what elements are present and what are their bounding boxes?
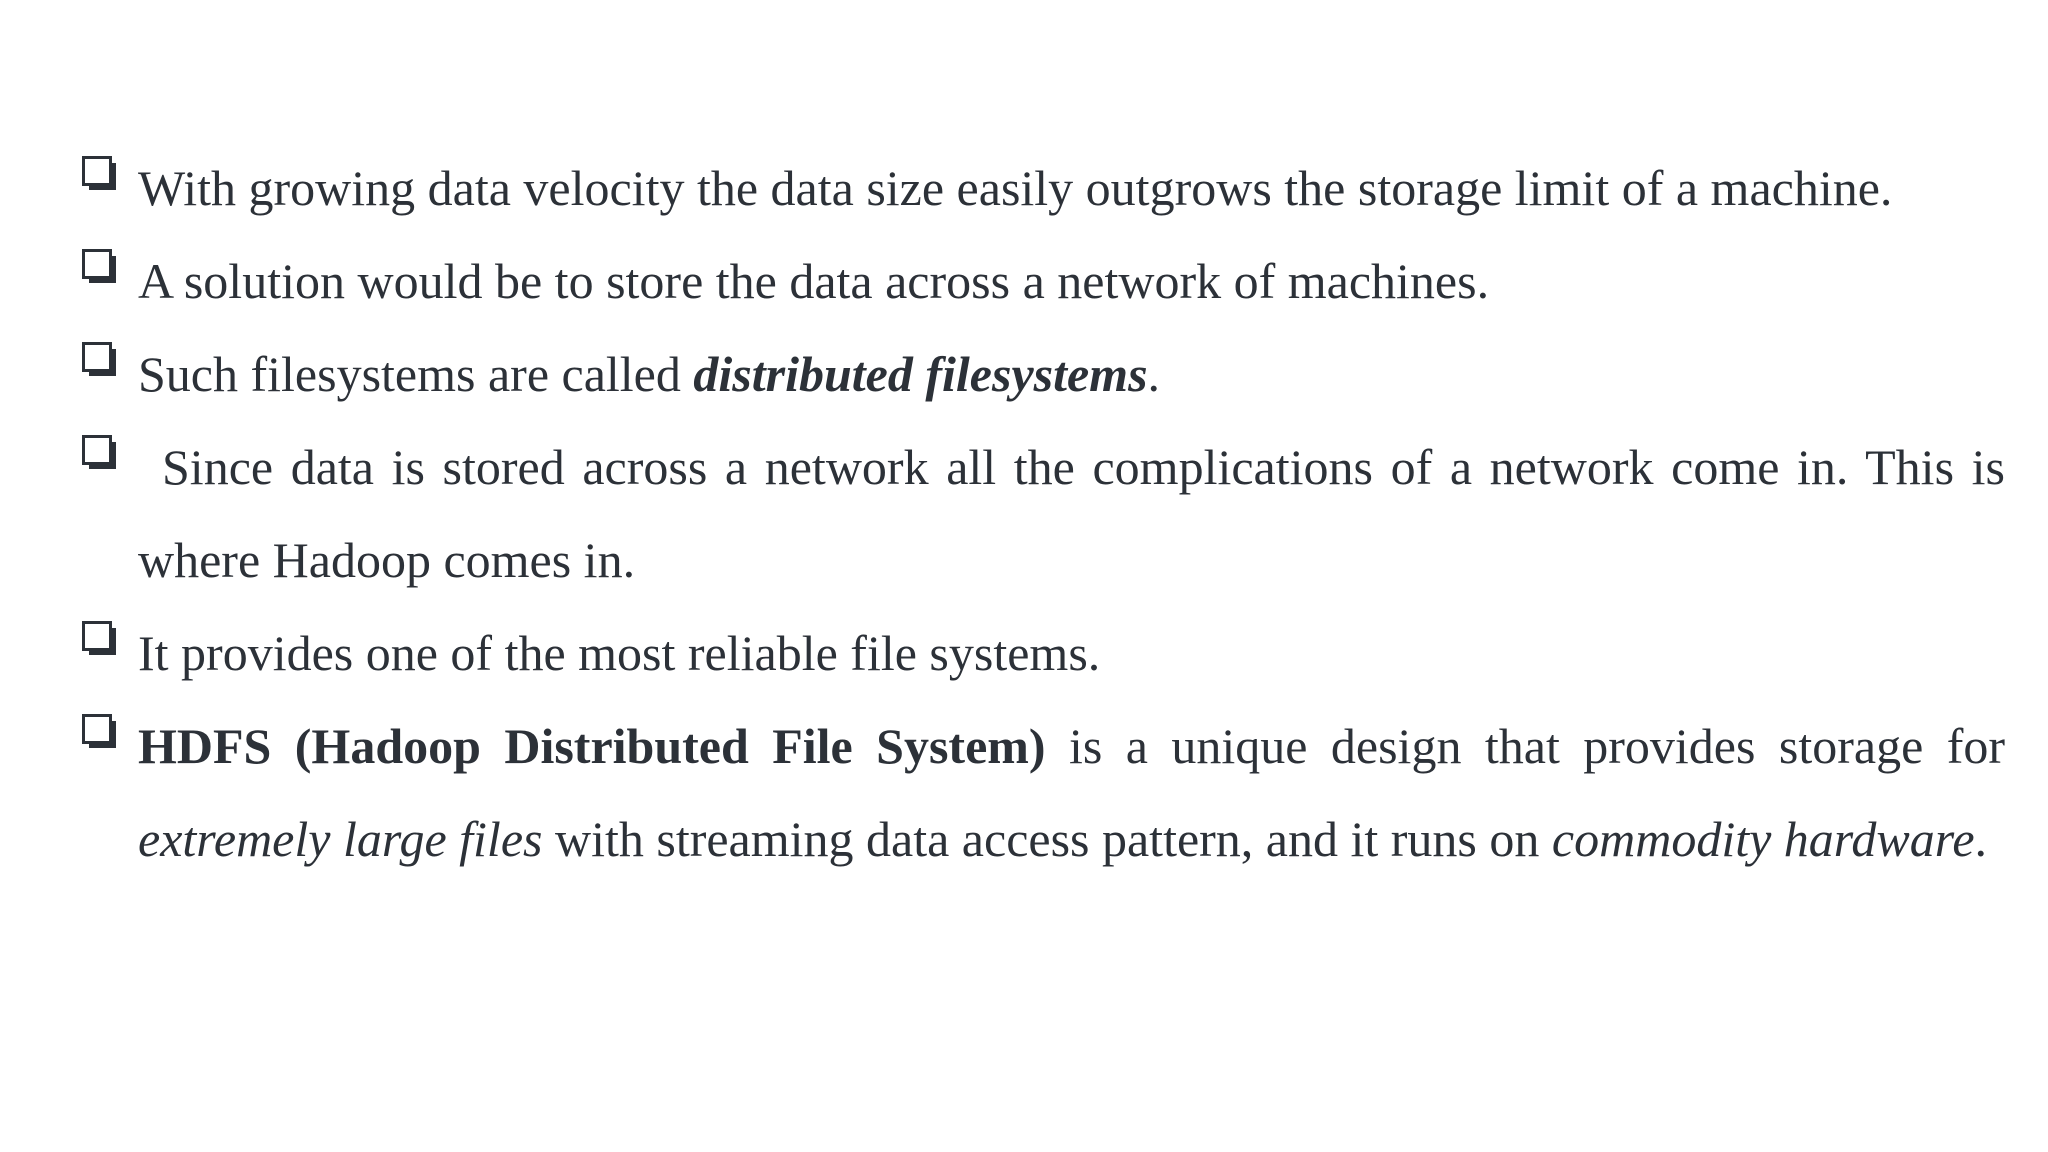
checkbox-square-icon [82, 621, 116, 655]
bullet-list [82, 142, 2005, 886]
bullet-emphasis: distributed filesystems [693, 346, 1148, 402]
bullet-text: It provides one of the most reliable file systems. [138, 625, 1101, 681]
bullet-text: With growing data velocity the data size easily outgrows the storage limit of a machine. [138, 160, 1893, 216]
bullet-italic-phrase: commodity hardware [1551, 811, 1975, 867]
bullet-item [82, 328, 2005, 421]
bullet-italic-phrase: extremely large files [138, 811, 543, 867]
bullet-text: Since data is stored across a network all the complications of a network come in. This is where Hadoop comes in. [138, 439, 2005, 588]
checkbox-square-icon [82, 342, 116, 376]
bullet-text: A solution would be to store the data across a network of machines. [138, 253, 1490, 309]
checkbox-square-icon [82, 249, 116, 283]
bullet-text-part: with streaming data access pattern, and it runs on [542, 811, 1552, 867]
bullet-item [82, 142, 2005, 235]
hdfs-term: HDFS (Hadoop Distributed File System) [138, 718, 1046, 774]
bullet-item [82, 421, 2005, 607]
bullet-text-prefix: Such filesystems are called [138, 346, 694, 402]
bullet-item [82, 700, 2005, 886]
bullet-text-suffix: . [1974, 811, 1988, 867]
checkbox-square-icon [82, 156, 116, 190]
checkbox-square-icon [82, 435, 116, 469]
bullet-text-suffix: . [1147, 346, 1161, 402]
checkbox-square-icon [82, 714, 116, 748]
bullet-item [82, 235, 2005, 328]
bullet-item [82, 607, 2005, 700]
bullet-text-part: is a unique design that provides storage for [1045, 718, 2005, 774]
